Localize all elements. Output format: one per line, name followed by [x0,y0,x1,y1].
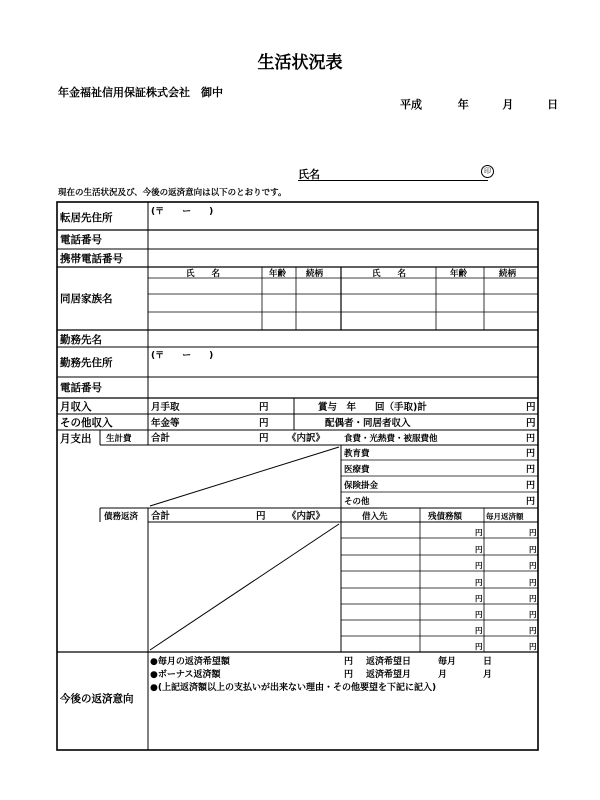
debt-balance-yen-3: 円 [475,561,483,570]
family-header-relation-1: 続柄 [306,269,324,279]
debt-monthly-yen-7: 円 [529,626,537,635]
debt-breakdown-label: 《内訳》 [287,511,326,522]
other-income-label: その他収入 [60,417,113,429]
debt-monthly-yen-4: 円 [529,578,537,587]
debt-monthly-yen-2: 円 [529,545,537,554]
debt-monthly-yen-6: 円 [529,610,537,619]
spouse-income-label: 配偶者・同居者収入 [325,418,411,429]
debt-monthly-yen-8: 円 [529,642,537,651]
living-cost-label: 生計費 [106,434,132,444]
debt-monthly-yen-1: 円 [529,528,537,537]
living-total-label: 合計 [151,433,171,444]
balance-header: 残債務額 [428,512,463,522]
lender-header: 借入先 [362,512,388,522]
bonus-hope-yen: 円 [344,670,354,680]
debt-total-yen: 円 [256,511,266,522]
debt-balance-yen-5: 円 [475,594,483,603]
take-home-yen: 円 [259,402,269,413]
medical-label: 医療費 [344,465,370,475]
hope-day-label: 返済希望日 毎月 日 [366,657,493,667]
phone-label: 電話番号 [60,234,102,246]
monthly-hope-yen: 円 [344,657,354,667]
page-title: 生活状況表 [257,53,343,73]
bonus-label: 賞与 年 回（手取)計 [318,402,427,413]
employer-postal-code[interactable]: (〒 ー ) [151,351,214,361]
postal-code[interactable]: (〒 ー ) [151,207,214,217]
new-address-label: 転居先住所 [60,212,113,224]
intro-text: 現在の生活状況及び、今後の返済意向は以下のとおりです。 [58,188,287,198]
education-label: 教育費 [344,449,370,459]
debt-balance-yen-1: 円 [475,528,483,537]
food-label: 食費・光熱費・被服費他 [344,434,438,444]
addressee: 年金福祉信用保証株式会社 御中 [58,86,223,99]
debt-balance-yen-7: 円 [475,626,483,635]
misc-yen: 円 [526,497,536,507]
bonus-hope-label: ●ボーナス返済額 [150,670,221,680]
employer-phone-label: 電話番号 [60,382,102,394]
education-yen: 円 [526,449,536,459]
debt-balance-yen-6: 円 [475,610,483,619]
debt-monthly-yen-5: 円 [529,594,537,603]
reason-label: ●(上記返済額以上の支払いが出来ない理由・その他要望を下記に記入) [150,683,437,693]
medical-yen: 円 [526,465,536,475]
monthly-hope-label: ●毎月の返済希望額 [150,657,230,667]
monthly-income-label: 月収入 [60,401,92,413]
employer-address-label: 勤務先住所 [60,357,113,369]
hope-month-label: 返済希望月 月 月 [366,670,493,680]
name-label: 氏名 [298,168,320,181]
monthly-repay-header: 毎月返済額 [486,512,524,521]
intent-label: 今後の返済意向 [60,693,134,705]
debt-repay-label: 債務返済 [104,512,139,522]
date-era: 平成 [400,98,422,111]
pension-label: 年金等 [151,418,180,429]
mobile-label: 携帯電話番号 [60,253,123,265]
employer-label: 勤務先名 [60,334,102,346]
pension-yen: 円 [259,418,269,429]
debt-total-label: 合計 [151,511,171,522]
family-label: 同居家族名 [60,293,113,305]
insurance-yen: 円 [526,481,536,491]
spouse-income-yen: 円 [526,418,536,429]
debt-balance-yen-8: 円 [475,642,483,651]
seal-mark: 印 [481,165,494,178]
living-total-yen: 円 [259,433,269,444]
family-header-age-1: 年齢 [269,269,287,279]
family-header-name-1: 氏 名 [186,269,221,279]
debt-monthly-yen-3: 円 [529,561,537,570]
family-header-relation-2: 続柄 [499,269,517,279]
insurance-label: 保険掛金 [344,481,379,491]
debt-balance-yen-2: 円 [475,545,483,554]
date-year: 年 [457,98,469,111]
living-breakdown-label: 《内訳》 [287,433,326,444]
misc-label: その他 [344,497,370,507]
date-month: 月 [502,98,514,111]
debt-balance-yen-4: 円 [475,578,483,587]
family-header-name-2: 氏 名 [372,269,407,279]
family-header-age-2: 年齢 [450,269,468,279]
date-day: 日 [547,98,559,111]
bonus-yen: 円 [526,402,536,413]
expense-label: 月支出 [60,433,92,445]
food-yen: 円 [526,434,536,444]
take-home-label: 月手取 [151,402,180,413]
